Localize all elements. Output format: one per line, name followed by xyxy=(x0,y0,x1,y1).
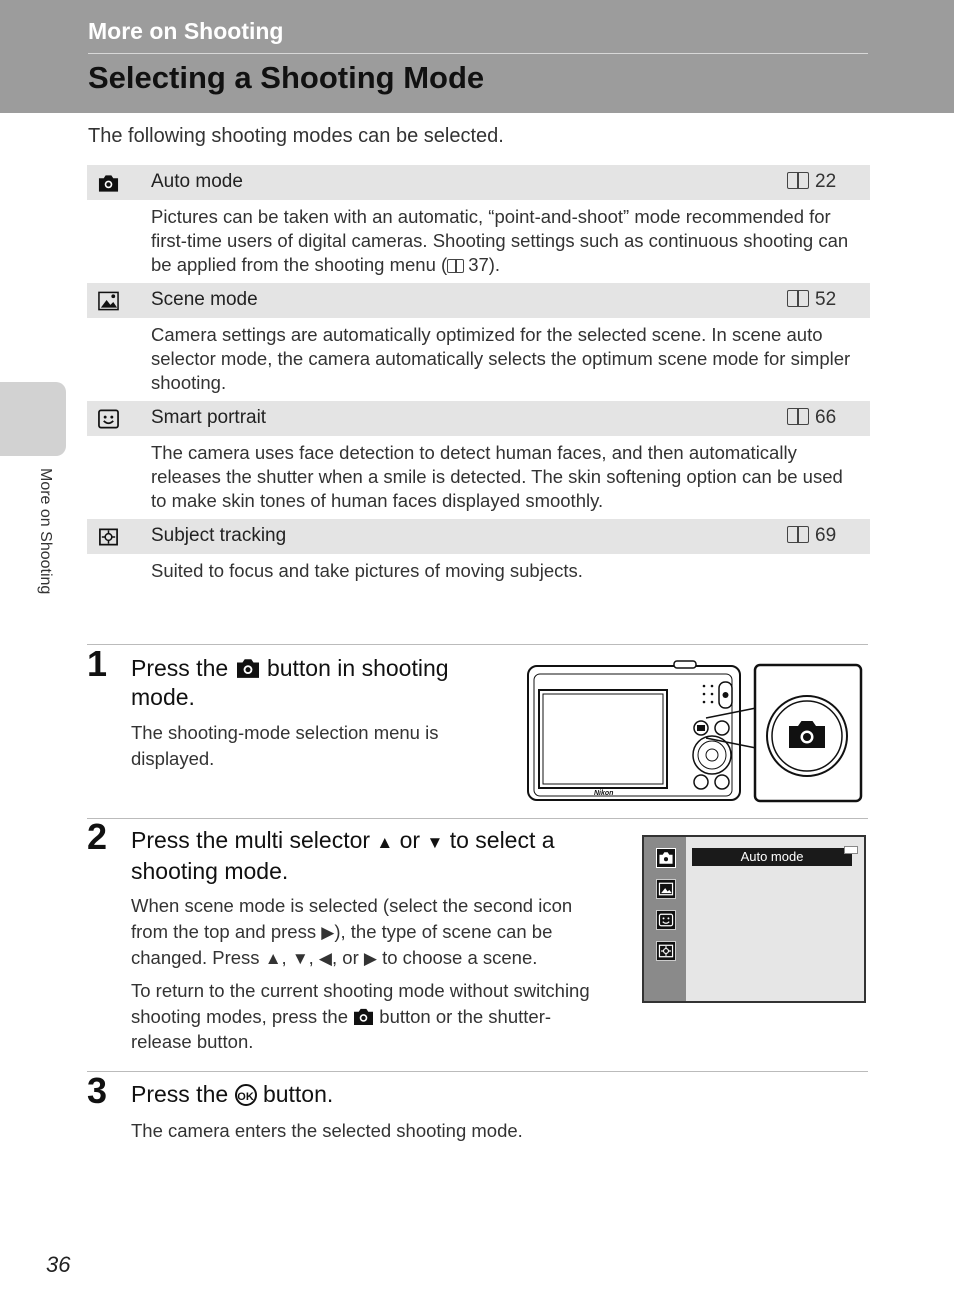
scene-icon xyxy=(98,291,119,311)
mode-description: Camera settings are automatically optimized for the selected scene. In scene auto selector mode, the camera automatically selects the optimum scene mode for simpler shooting. xyxy=(151,324,851,393)
screen-icon-column xyxy=(644,837,686,1001)
step-title: Press the multi selector ▲ or ▼ to select a shooting mode. xyxy=(131,827,555,884)
down-arrow-icon: ▼ xyxy=(426,833,444,852)
smart-portrait-icon xyxy=(98,409,119,429)
up-arrow-icon: ▲ xyxy=(376,833,394,852)
step-divider xyxy=(87,818,868,819)
mode-row-auto xyxy=(87,165,870,200)
mode-description: Pictures can be taken with an automatic, “point-and-shoot” mode recommended for first-time users of digital cameras. Shooting settings such as continuous shooting can be applied from the shooting menu ( 37). xyxy=(151,206,849,275)
camera-illustration xyxy=(526,660,864,806)
step-body: The camera enters the selected shooting mode. xyxy=(131,1120,523,1141)
subject-tracking-icon xyxy=(98,527,119,547)
step-divider xyxy=(87,1071,868,1072)
mode-row-scene xyxy=(87,283,870,318)
screen-mode-label: Auto mode xyxy=(692,848,852,866)
book-icon xyxy=(787,408,809,425)
page-number: 36 xyxy=(46,1252,71,1277)
mode-name: Scene mode xyxy=(151,289,258,310)
camera-icon xyxy=(353,1007,374,1026)
left-arrow-icon: ◀ xyxy=(318,949,332,968)
down-arrow-icon: ▼ xyxy=(291,949,309,968)
step-title: Press the button in shooting mode. xyxy=(131,655,449,710)
mode-name: Smart portrait xyxy=(151,407,267,428)
battery-icon xyxy=(844,846,858,854)
book-icon xyxy=(447,259,464,273)
section-title: More on Shooting xyxy=(88,18,284,44)
subject-tracking-icon[interactable] xyxy=(656,941,676,961)
mode-table xyxy=(87,165,870,589)
mode-description: The camera uses face detection to detect human faces, and then automatically releases the shutter when a smile is detected. The skin softening option can be used to make skin tones of human faces displayed smoothly. xyxy=(151,442,843,511)
right-arrow-icon: ▶ xyxy=(363,949,377,968)
step-body: To return to the current shooting mode without switching shooting modes, press the button or the shutter-release button. xyxy=(131,980,590,1052)
smart-portrait-icon[interactable] xyxy=(656,910,676,930)
step-number: 1 xyxy=(87,643,108,684)
page-reference[interactable]: 66 xyxy=(787,407,836,429)
step-body: When scene mode is selected (select the second icon from the top and press ▶), the type of scene can be changed. Press ▲, ▼, ◀, or ▶ to choose a scene. xyxy=(131,895,573,968)
step-number: 3 xyxy=(87,1070,108,1111)
right-arrow-icon: ▶ xyxy=(321,922,335,942)
book-icon xyxy=(787,172,809,189)
scene-icon[interactable] xyxy=(656,879,676,899)
page-reference[interactable]: 22 xyxy=(787,171,836,193)
step-title: Press the OK button. xyxy=(131,1081,334,1107)
header-divider xyxy=(88,53,868,54)
book-icon xyxy=(787,526,809,543)
step-body: The shooting-mode selection menu is displayed. xyxy=(131,722,439,769)
intro-text: The following shooting modes can be selected. xyxy=(88,125,504,147)
step-number: 2 xyxy=(87,816,108,857)
camera-icon[interactable] xyxy=(656,848,676,868)
page-title: Selecting a Shooting Mode xyxy=(88,60,485,95)
step-divider xyxy=(87,644,868,645)
book-icon xyxy=(787,290,809,307)
page-reference[interactable]: 52 xyxy=(787,289,836,311)
mode-row-subject-tracking xyxy=(87,519,870,554)
brand-logo: Nikon xyxy=(594,790,614,797)
mode-name: Auto mode xyxy=(151,171,243,192)
up-arrow-icon: ▲ xyxy=(264,949,282,968)
mode-description: Suited to focus and take pictures of moving subjects. xyxy=(151,560,583,581)
page-reference[interactable]: 69 xyxy=(787,525,836,547)
camera-screen xyxy=(642,835,866,1003)
section-header xyxy=(0,0,954,113)
side-tab xyxy=(0,382,66,456)
side-tab-label: More on Shooting xyxy=(37,468,54,595)
camera-icon xyxy=(235,657,261,679)
camera-icon xyxy=(98,173,119,193)
ok-button-icon: OK xyxy=(235,1084,257,1106)
mode-row-smart-portrait xyxy=(87,401,870,436)
mode-name: Subject tracking xyxy=(151,525,287,546)
